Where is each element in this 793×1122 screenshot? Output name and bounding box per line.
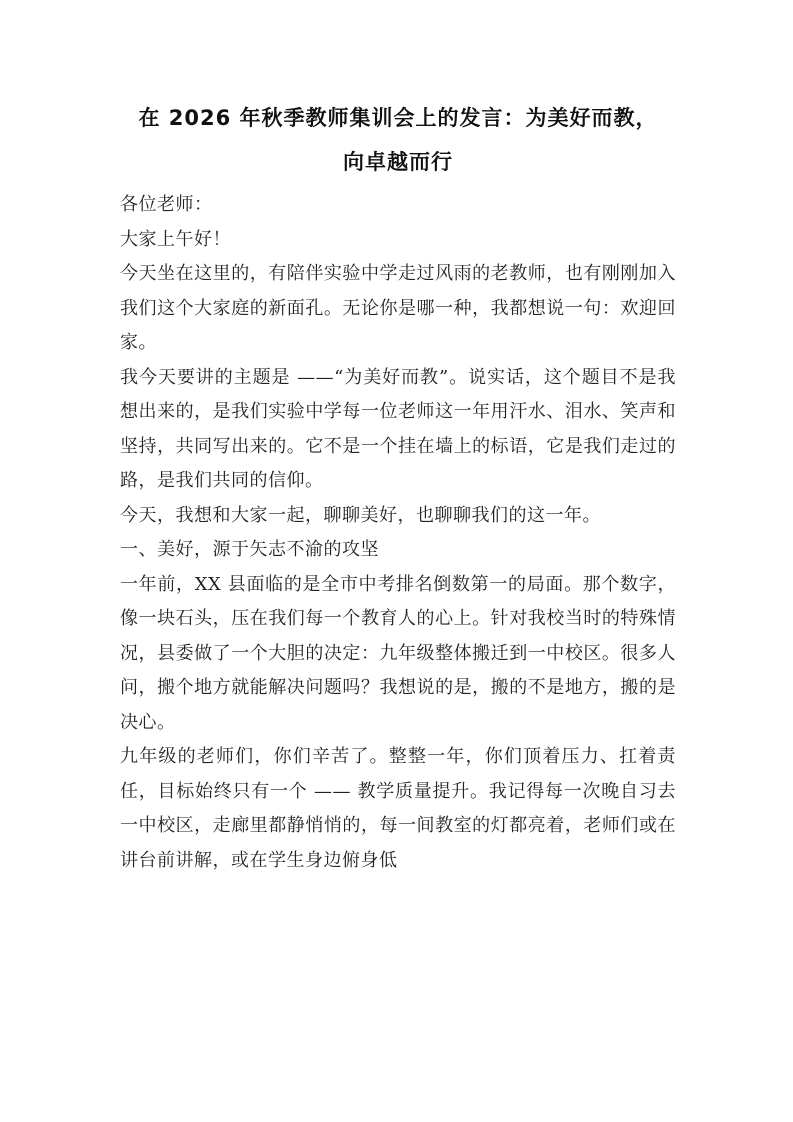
- paragraph-section1-1: 一年前，XX 县面临的是全市中考排名倒数第一的局面。那个数字，像一块石头，压在我们每一个教育人的心上。针对我校当时的特殊情况，县委做了一个大胆的决定：九年级整体搬迁到一中校区。很多人问，搬个地方就能解决问题吗？我想说的是，搬的不是地方，搬的是决心。: [120, 573, 676, 733]
- paragraph-theme: 我今天要讲的主题是 ——“为美好而教”。说实话，这个题目不是我想出来的，是我们实验中学每一位老师这一年用汗水、泪水、笑声和坚持，共同写出来的。它不是一个挂在墙上的标语，它是我们走过的路，是我们共同的信仰。: [120, 366, 676, 491]
- paragraph-salutation: 各位老师：: [120, 194, 213, 215]
- section-heading-1: 一、美好，源于矢志不渝的攻坚: [120, 539, 379, 560]
- document-content: [120, 96, 676, 878]
- paragraph-greeting: 大家上午好！: [120, 228, 231, 250]
- paragraph-intro: 今天，我想和大家一起，聊聊美好，也聊聊我们的这一年。: [120, 504, 601, 526]
- title-line-1: 在 2026 年秋季教师集训会上的发言：为美好而教，: [138, 106, 658, 130]
- title-line-2: 向卓越而行: [343, 150, 453, 174]
- document-title: [120, 96, 676, 184]
- paragraph-section1-2: 九年级的老师们，你们辛苦了。整整一年，你们顶着压力、扛着责任，目标始终只有一个 —— 教学质量提升。我记得每一次晚自习去一中校区，走廊里都静悄悄的，每一间教室的灯都亮着，老师们或在讲台前讲解，或在学生身边俯身低: [120, 746, 676, 871]
- paragraph-welcome: 今天坐在这里的，有陪伴实验中学走过风雨的老教师，也有刚刚加入我们这个大家庭的新面孔。无论你是哪一种，我都想说一句：欢迎回家。: [120, 263, 676, 353]
- document-body: [120, 188, 676, 878]
